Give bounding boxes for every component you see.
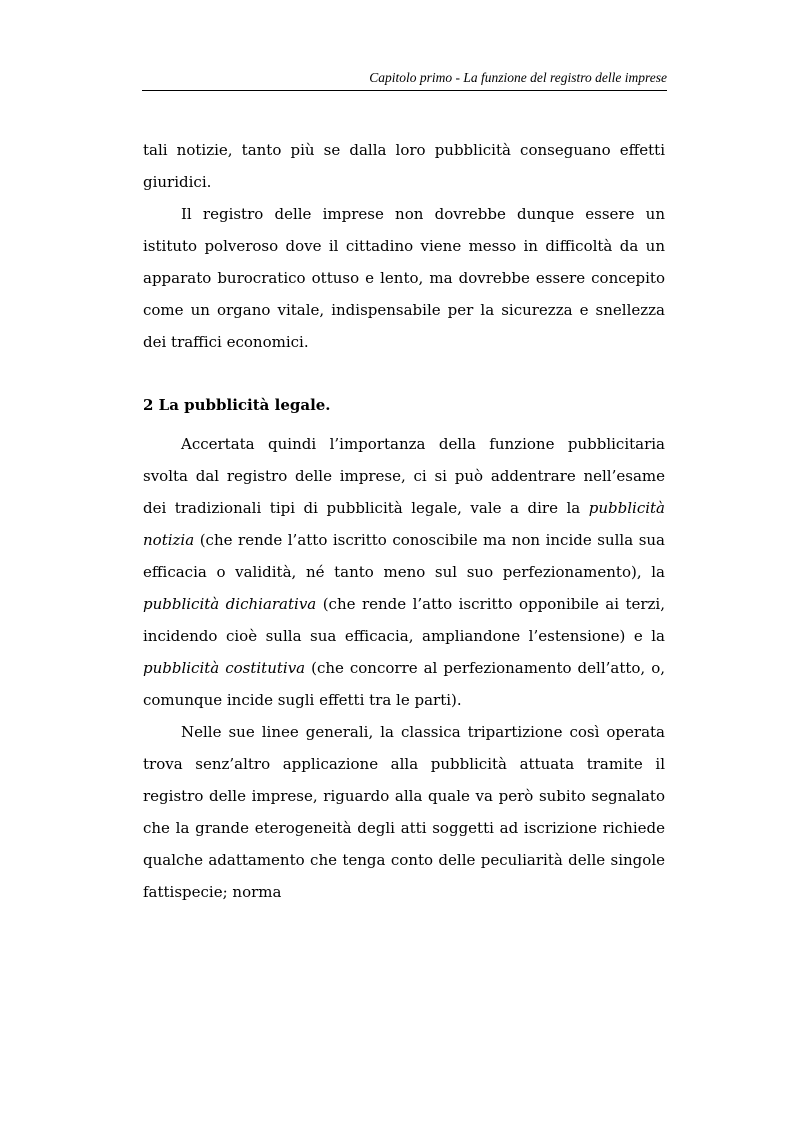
paragraph-2: Il registro delle imprese non dovrebbe dunque essere un istituto polveroso dove il cittadino viene messo in difficoltà da un apparato burocratico ottuso e lento, ma dovrebbe essere concepito come un organo vitale, indispensabile per la sicurezza e snellezza dei traffici economici. (143, 205, 665, 351)
paragraph-1: tali notizie, tanto più se dalla loro pubblicità conseguano effetti giuridici. (143, 141, 665, 191)
paragraph-3-part-2: (che rende l’atto iscritto conoscibile ma non incide sulla sua efficacia o validità, né tanto meno sul suo perfezionamento), la (143, 531, 665, 581)
term-pubblicita-notizia: pubblicità notizia (143, 499, 665, 549)
paragraph-3 (143, 428, 665, 716)
body-text-bottom (143, 428, 665, 908)
paragraph-4: Nelle sue linee generali, la classica tripartizione così operata trova senz’altro applicazione alla pubblicità attuata tramite il registro delle imprese, riguardo alla quale va però subito segnalato che la grande eterogeneità degli atti soggetti ad iscrizione richiede qualche adattamento che tenga conto delle peculiarità delle singole fattispecie; norma (143, 723, 665, 901)
running-header: Capitolo primo - La funzione del registro delle imprese (369, 70, 667, 85)
paragraph-3-part-4: (che concorre al perfezionamento dell’atto, o, comunque incide sugli effetti tra le parti). (143, 659, 665, 709)
header-rule (142, 90, 667, 91)
term-pubblicita-costitutiva: pubblicità costitutiva (143, 659, 306, 677)
section-heading: 2 La pubblicità legale. (143, 396, 331, 414)
paragraph-3-part-1: Accertata quindi l’importanza della funzione pubblicitaria svolta dal registro delle imprese, ci si può addentrare nell’esame dei tradizionali tipi di pubblicità legale, vale a dire la (143, 435, 665, 517)
body-text-top (143, 134, 665, 358)
term-pubblicita-dichiarativa: pubblicità dichiarativa (143, 595, 317, 613)
paragraph-3-part-3: (che rende l’atto iscritto opponibile ai terzi, incidendo cioè sulla sua efficacia, ampliandone l’estensione) e la (143, 595, 666, 645)
